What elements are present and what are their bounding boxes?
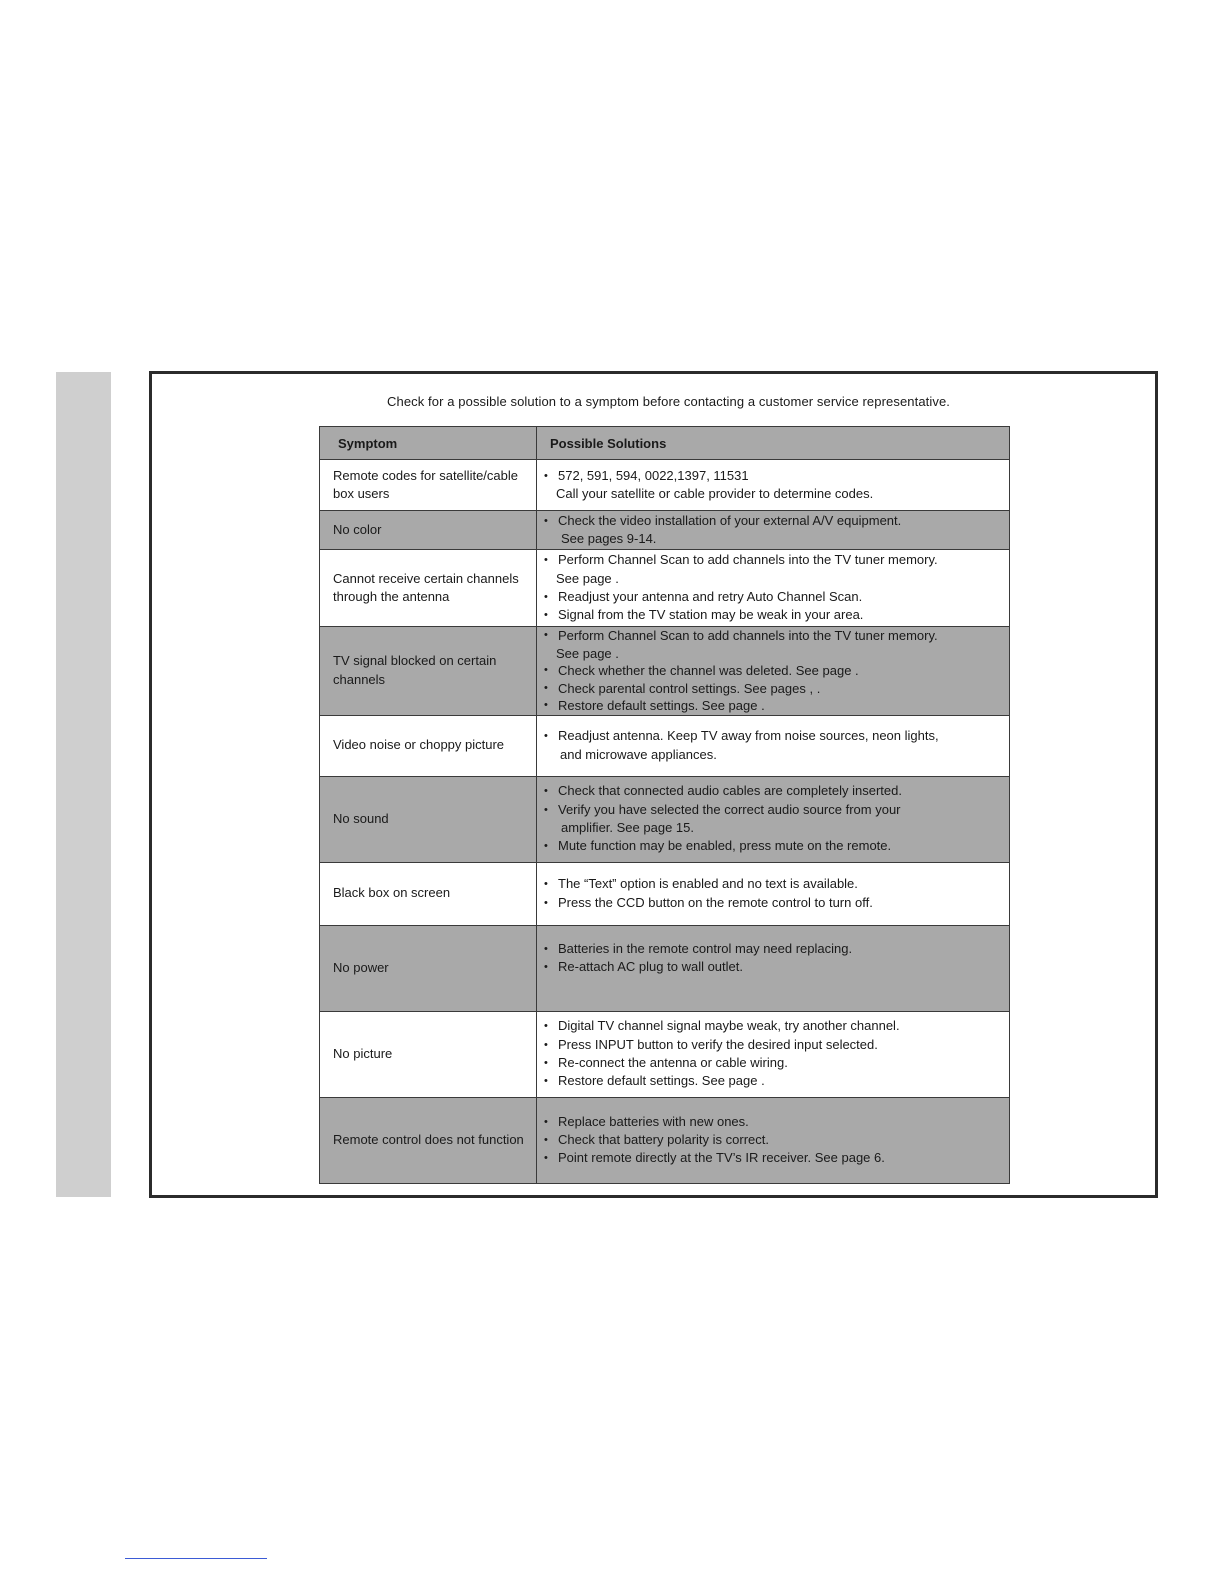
troubleshooting-table (319, 426, 1010, 1184)
solutions-cell (537, 511, 1010, 550)
symptom-cell: Remote control does not function (320, 1097, 537, 1183)
troubleshooting-frame (149, 371, 1158, 1198)
symptom-cell: Cannot receive certain channels through the antenna (320, 550, 537, 627)
solution-item: See pages 9-14. (561, 531, 657, 546)
symptom-cell: Video noise or choppy picture (320, 715, 537, 776)
solution-item: See page . (556, 570, 619, 586)
solution-item: amplifier. See page 15. (561, 820, 694, 835)
header-solutions: Possible Solutions (537, 427, 1010, 460)
table-row (320, 627, 1010, 716)
solution-item: See page . (556, 645, 619, 661)
solution-item: • Press the CCD button on the remote control to turn off. (544, 894, 1003, 912)
table-row (320, 511, 1010, 550)
solutions-cell (537, 715, 1010, 776)
solution-item: • Batteries in the remote control may need replacing. (544, 940, 1003, 958)
table-row (320, 1011, 1010, 1097)
solutions-cell (537, 1011, 1010, 1097)
symptom-cell: Remote codes for satellite/cable box users (320, 460, 537, 511)
table-row (320, 715, 1010, 776)
solution-item: • Digital TV channel signal maybe weak, try another channel. (544, 1017, 1003, 1035)
footer-link-underline (125, 1558, 267, 1559)
solutions-cell (537, 925, 1010, 1011)
solutions-cell (537, 776, 1010, 862)
solution-item: • Verify you have selected the correct audio source from your (544, 801, 1003, 819)
solutions-cell (537, 460, 1010, 511)
solution-item: • The “Text” option is enabled and no text is available. (544, 875, 1003, 893)
solution-item: • 572, 591, 594, 0022,1397, 11531 (544, 467, 1003, 485)
side-tab (56, 372, 111, 1197)
symptom-cell: TV signal blocked on certain channels (320, 627, 537, 716)
intro-text: Check for a possible solution to a symptom before contacting a customer service representative. (387, 394, 950, 409)
solution-item: • Check that battery polarity is correct. (544, 1131, 1003, 1149)
table-row (320, 776, 1010, 862)
symptom-cell: No sound (320, 776, 537, 862)
solution-item: • Check the video installation of your external A/V equipment. (544, 512, 1003, 530)
solution-item: • Press INPUT button to verify the desired input selected. (544, 1036, 1003, 1054)
solution-item: Call your satellite or cable provider to determine codes. (556, 486, 874, 501)
symptom-cell: Black box on screen (320, 862, 537, 925)
solution-item: • Re-attach AC plug to wall outlet. (544, 958, 1003, 976)
solution-item: • Readjust your antenna and retry Auto Channel Scan. (544, 588, 1003, 606)
symptom-cell: No color (320, 511, 537, 550)
solution-item: • Re-connect the antenna or cable wiring. (544, 1054, 1003, 1072)
table-row (320, 862, 1010, 925)
solution-item: • Replace batteries with new ones. (544, 1113, 1003, 1131)
table-row (320, 550, 1010, 627)
solution-item: • Perform Channel Scan to add channels into the TV tuner memory. (544, 551, 1003, 569)
header-symptom: Symptom (320, 427, 537, 460)
symptom-cell: No power (320, 925, 537, 1011)
solution-item: • Restore default settings. See page . (544, 697, 1003, 715)
solution-item: • Restore default settings. See page . (544, 1072, 1003, 1090)
table-row (320, 460, 1010, 511)
solution-item: • Check parental control settings. See pages , . (544, 680, 1003, 698)
table-row (320, 925, 1010, 1011)
solutions-cell (537, 627, 1010, 716)
solutions-cell (537, 550, 1010, 627)
solutions-cell (537, 1097, 1010, 1183)
solution-item: • Point remote directly at the TV’s IR receiver. See page 6. (544, 1149, 1003, 1167)
table-header-row (320, 427, 1010, 460)
solution-item: and microwave appliances. (560, 746, 717, 762)
table-row (320, 1097, 1010, 1183)
solution-item: • Readjust antenna. Keep TV away from noise sources, neon lights, (544, 727, 1003, 745)
solution-item: • Perform Channel Scan to add channels into the TV tuner memory. (544, 627, 1003, 645)
solution-item: • Mute function may be enabled, press mute on the remote. (544, 837, 1003, 855)
solution-item: • Check that connected audio cables are completely inserted. (544, 782, 1003, 800)
solution-item: • Check whether the channel was deleted. See page . (544, 662, 1003, 680)
solution-item: • Signal from the TV station may be weak in your area. (544, 606, 1003, 624)
solutions-cell (537, 862, 1010, 925)
symptom-cell: No picture (320, 1011, 537, 1097)
